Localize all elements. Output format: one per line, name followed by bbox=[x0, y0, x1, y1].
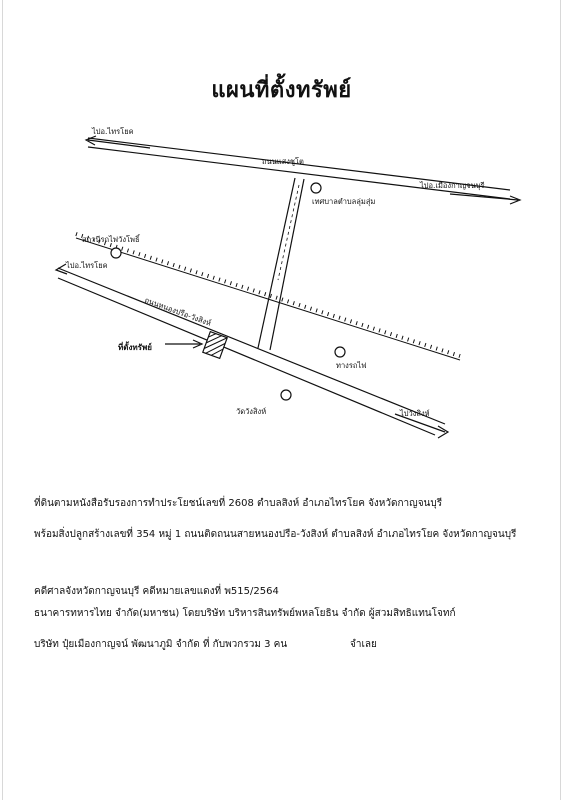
connector-centerline bbox=[278, 185, 299, 280]
label-highway: ถนนแสงชูโต bbox=[262, 157, 304, 166]
label-to-wangsing: ไปวังสิงห์ bbox=[400, 409, 430, 418]
plaintiff-line: ธนาคารทหารไทย จำกัด(มหาชน) โดยบริษัท บริหารสินทรัพย์พหลโยธิน จำกัด ผู้สวมสิทธิแทนโจทก์ bbox=[34, 608, 456, 619]
building-line: พร้อมสิ่งปลูกสร้างเลขที่ 354 หมู่ 1 ถนนติดถนนสายหนองปรือ-วังสิงห์ ตำบลสิงห์ อำเภอไทรโยค จังหวัดกาญจนบุรี bbox=[34, 529, 517, 540]
scan-edge-right bbox=[560, 0, 561, 800]
label-to-saiyok-top: ไปอ.ไทรโยค bbox=[92, 127, 134, 136]
temple-landmark-icon bbox=[281, 390, 291, 400]
site-arrow-icon bbox=[165, 340, 202, 348]
station-landmark-icon bbox=[111, 248, 121, 258]
label-site: ที่ตั้งทรัพย์ bbox=[118, 343, 152, 352]
land-title-line: ที่ดินตามหนังสือรับรองการทำประโยชน์เลขที่ 2608 ตำบลสิงห์ อำเภอไทรโยค จังหวัดกาญจนบุรี bbox=[34, 498, 443, 509]
scan-edge-left bbox=[2, 0, 3, 800]
crossing-landmark-icon bbox=[335, 347, 345, 357]
railway-line bbox=[76, 234, 460, 360]
label-railway-station: สถานีรถไฟวังโพธิ์ bbox=[82, 235, 140, 244]
defendant-line: บริษัท ปุ๋ยเมืองกาญจน์ พัฒนาภูมิ จำกัด ที่ กับพวกรวม 3 คน bbox=[34, 639, 288, 650]
defendant-label: จำเลย bbox=[350, 639, 377, 650]
label-to-kanchanaburi: ไปอ.เมืองกาญจนบุรี bbox=[420, 181, 485, 190]
label-temple: วัดวังสิงห์ bbox=[236, 407, 267, 416]
label-district-office: เทศบาลตำบลลุ่มสุ่ม bbox=[312, 197, 376, 206]
document-title: แผนที่ตั้งทรัพย์ bbox=[211, 78, 352, 103]
label-road-nongprue: ถนนหนองปรือ-วังสิงห์ bbox=[143, 295, 213, 328]
court-case-line: คดีศาลจังหวัดกาญจนบุรี คดีหมายเลขแดงที่ พ515/2564 bbox=[34, 586, 279, 597]
connector-road bbox=[258, 178, 304, 350]
site-marker bbox=[203, 332, 227, 359]
label-railway: ทางรถไฟ bbox=[336, 361, 367, 370]
office-landmark-icon bbox=[311, 183, 321, 193]
label-to-saiyok-left: ไปอ.ไทรโยค bbox=[66, 261, 108, 270]
location-map bbox=[40, 120, 540, 450]
